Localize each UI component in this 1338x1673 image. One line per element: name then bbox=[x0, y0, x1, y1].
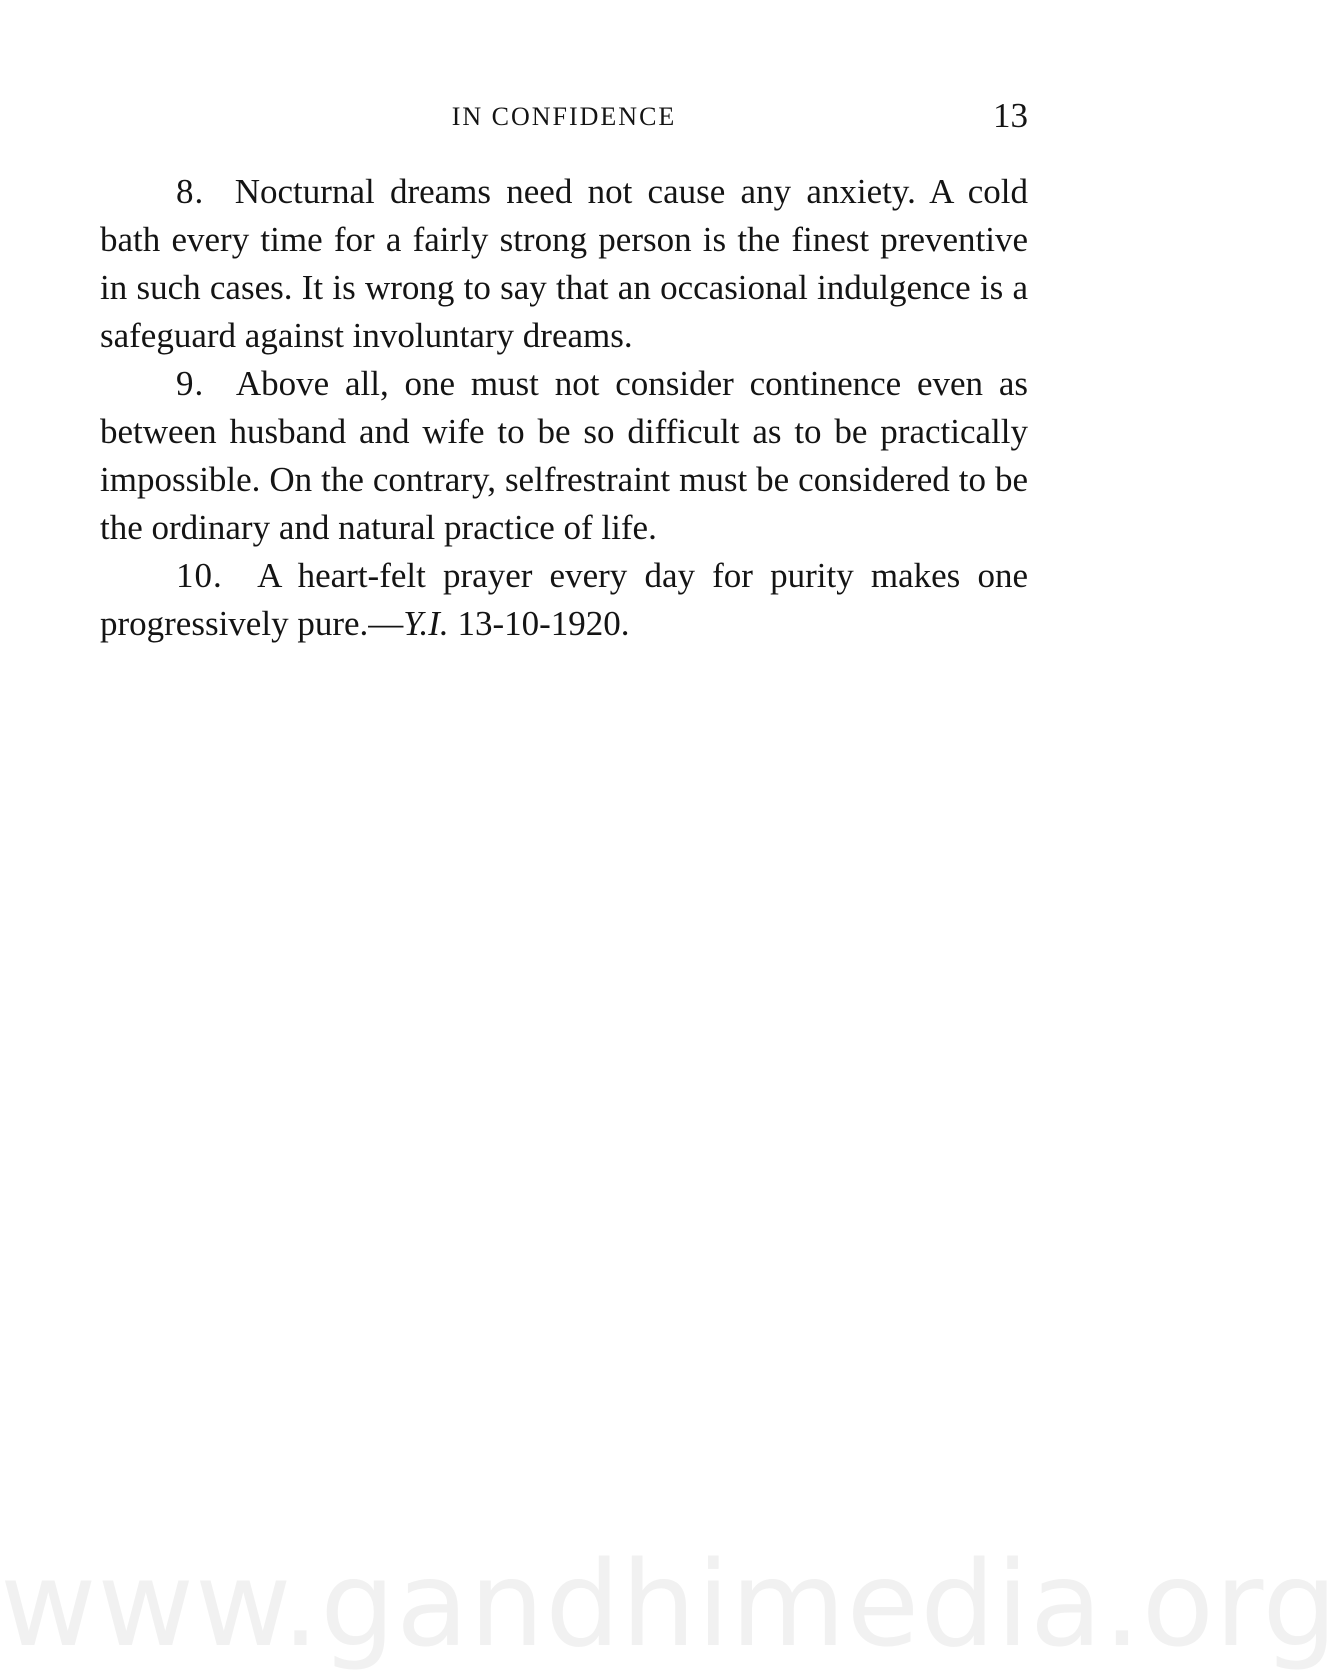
paragraph-text: Nocturnal dreams need not cause any anxiety. A cold bath every time for a fairly strong person is the finest preventive in such cases. It is wrong to say that an occasional indulgence is a safeguard against involuntary dreams. bbox=[100, 172, 1028, 355]
paragraph-text: A heart-felt prayer every day for purity makes one progressively pure.— bbox=[100, 556, 1029, 643]
watermark: www.gandhimedia.org bbox=[0, 1535, 1338, 1673]
running-head bbox=[100, 96, 1028, 140]
running-title: IN CONFIDENCE bbox=[451, 102, 677, 131]
paragraph-number: 8. bbox=[176, 172, 205, 211]
paragraph-number: 9. bbox=[176, 364, 205, 403]
paragraph-text: Above all, one must not consider continence even as between husband and wife to be so difficult as to be practically impossible. On the contrary, selfrestraint must be considered to be the ordinary and natural practice of life. bbox=[100, 364, 1028, 547]
paragraph-8 bbox=[100, 168, 1028, 360]
paragraph-10 bbox=[100, 552, 1028, 648]
source-date: 13-10-1920. bbox=[448, 604, 630, 643]
page-number: 13 bbox=[993, 96, 1028, 135]
paragraph-number: 10. bbox=[176, 556, 223, 595]
source-reference: Y.I. bbox=[403, 604, 449, 643]
paragraph-9 bbox=[100, 360, 1028, 552]
body-text bbox=[100, 168, 1028, 648]
